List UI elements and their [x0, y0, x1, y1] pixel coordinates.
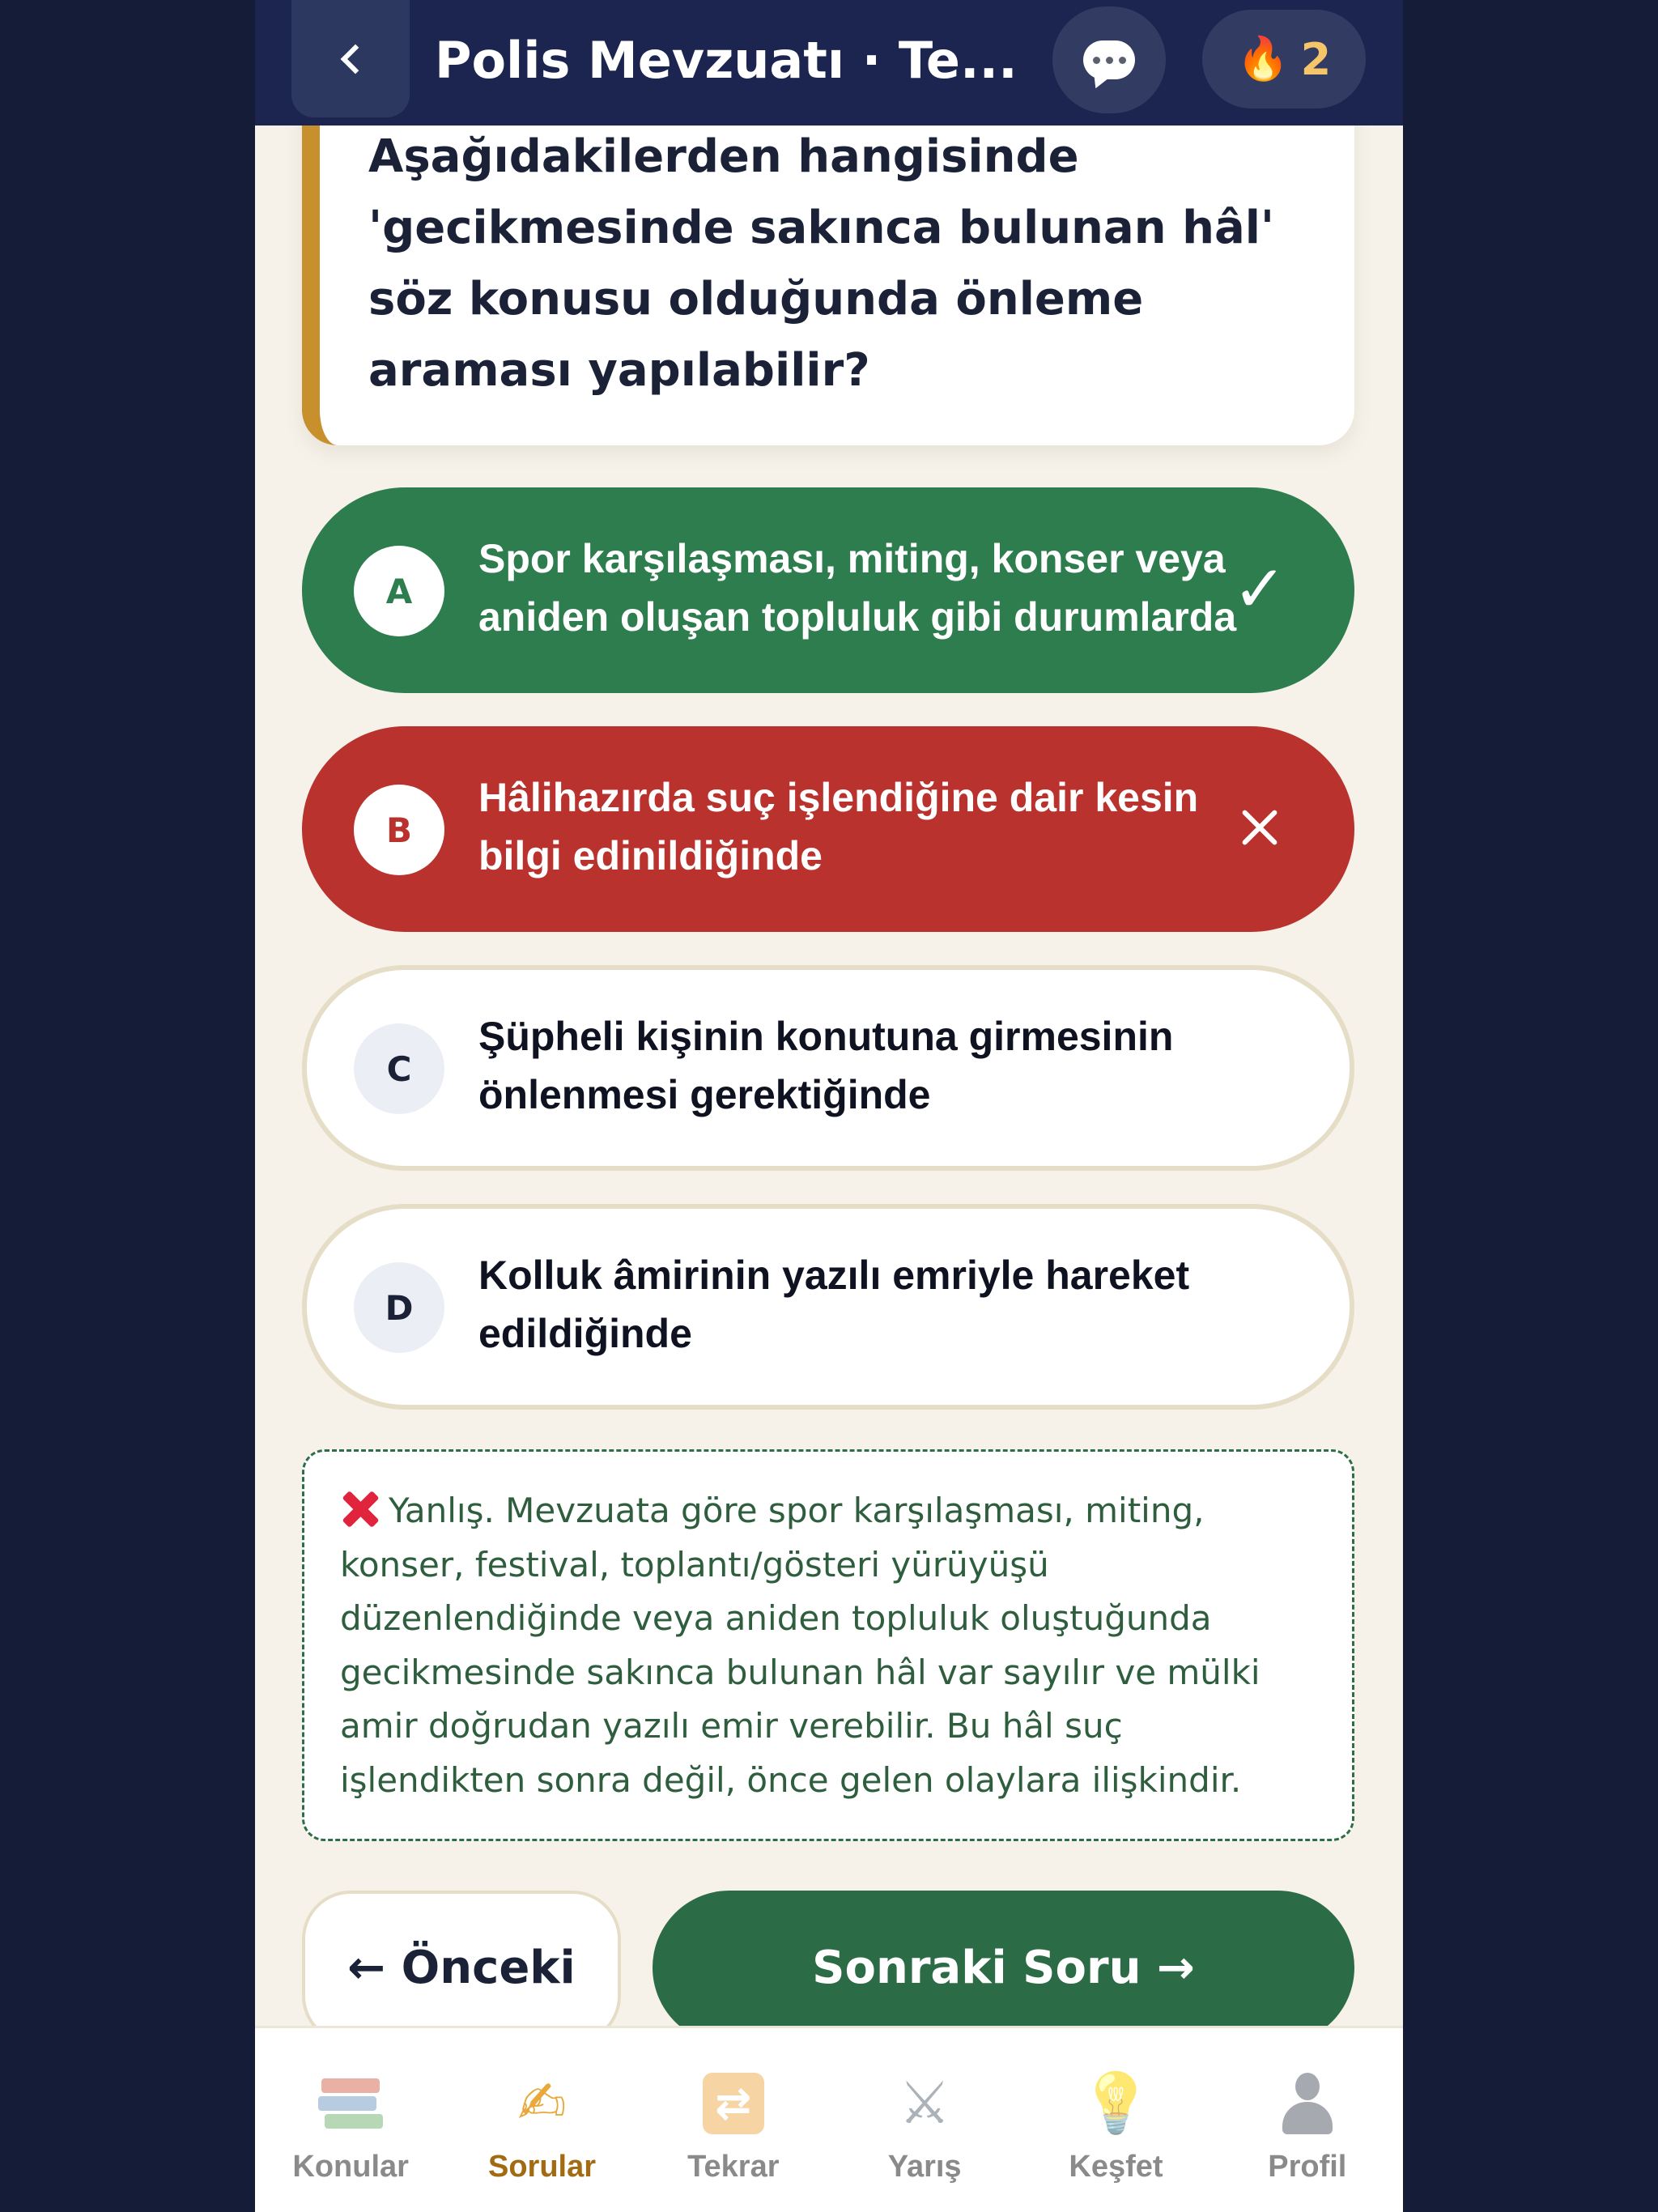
- chat-button[interactable]: [1052, 6, 1166, 113]
- streak-badge[interactable]: [1202, 10, 1366, 108]
- option-text: Kolluk âmirinin yazılı emriyle hareket edildiğinde: [478, 1253, 1190, 1356]
- writing-hand-icon: ✍: [517, 2071, 567, 2136]
- top-bar: [255, 0, 1403, 125]
- question-text: Aşağıdakilerden hangisinde 'gecikmesinde sakınca bulunan hâl' söz konusu olduğunda önleme araması yapılabilir?: [368, 130, 1275, 397]
- answer-option-b[interactable]: [302, 726, 1354, 932]
- tab-konular[interactable]: [255, 2028, 446, 2212]
- bottom-tab-bar: [255, 2026, 1403, 2212]
- option-letter: B: [354, 785, 444, 875]
- page-title: Polis Mevzuatı · Te...: [435, 31, 1018, 90]
- tab-label: Sorular: [487, 2150, 597, 2184]
- option-text: Şüpheli kişinin konutuna girmesinin önlenmesi gerektiğinde: [478, 1014, 1174, 1117]
- option-letter: A: [354, 546, 444, 636]
- explanation-box: [302, 1449, 1354, 1841]
- chevron-left-icon: [341, 44, 371, 74]
- profile-icon: [1273, 2069, 1342, 2138]
- repeat-icon: ⇄: [699, 2069, 768, 2138]
- tab-profil[interactable]: [1212, 2028, 1403, 2212]
- option-letter: C: [354, 1023, 444, 1114]
- fire-icon: 🔥: [1236, 36, 1290, 83]
- tab-tekrar[interactable]: [638, 2028, 829, 2212]
- checkmark-icon: ✓: [1232, 552, 1287, 625]
- close-icon: [1215, 783, 1304, 872]
- tab-label: Profil: [1268, 2150, 1347, 2184]
- answer-option-c[interactable]: [302, 965, 1354, 1171]
- cross-mark-icon: [340, 1488, 380, 1529]
- previous-button[interactable]: ← Önceki: [302, 1891, 621, 2044]
- tab-label: Keşfet: [1069, 2150, 1163, 2184]
- tab-yaris[interactable]: [829, 2028, 1020, 2212]
- tab-sorular[interactable]: [446, 2028, 637, 2212]
- tab-kesfet[interactable]: [1020, 2028, 1211, 2212]
- tab-label: Konular: [292, 2150, 409, 2184]
- app-screen: [255, 0, 1403, 2212]
- option-letter: D: [354, 1262, 444, 1353]
- light-bulb-icon: 💡: [1079, 2071, 1153, 2136]
- option-text: Spor karşılaşması, miting, konser veya aniden oluşan topluluk gibi durumlarda: [478, 536, 1237, 640]
- crossed-swords-icon: ⚔: [898, 2071, 951, 2136]
- tab-label: Tekrar: [687, 2150, 780, 2184]
- option-text: Hâlihazırda suç işlendiğine dair kesin bilgi edinildiğinde: [478, 775, 1199, 878]
- next-question-button[interactable]: Sonraki Soru →: [653, 1891, 1354, 2044]
- books-icon: [316, 2069, 385, 2138]
- explanation-paragraph: [340, 1484, 1316, 1807]
- tab-label: Yarış: [887, 2150, 962, 2184]
- question-card: [302, 97, 1354, 445]
- answer-option-d[interactable]: [302, 1204, 1354, 1410]
- explanation-text: Yanlış. Mevzuata göre spor karşılaşması, miting, konser, festival, toplantı/gösteri yürüyüşü düzenlendiğinde veya aniden topluluk oluştuğunda gecikmesinde sakınca bulunan hâl var sayılır ve mülki amir doğrudan yazılı emir verebilir. Bu hâl suç işlendikten sonra değil, önce gelen olaylara ilişkindir.: [340, 1491, 1261, 1800]
- answer-option-a[interactable]: [302, 487, 1354, 693]
- back-button[interactable]: [291, 0, 410, 117]
- streak-count: 2: [1300, 33, 1332, 85]
- speech-bubble-icon: [1083, 40, 1135, 79]
